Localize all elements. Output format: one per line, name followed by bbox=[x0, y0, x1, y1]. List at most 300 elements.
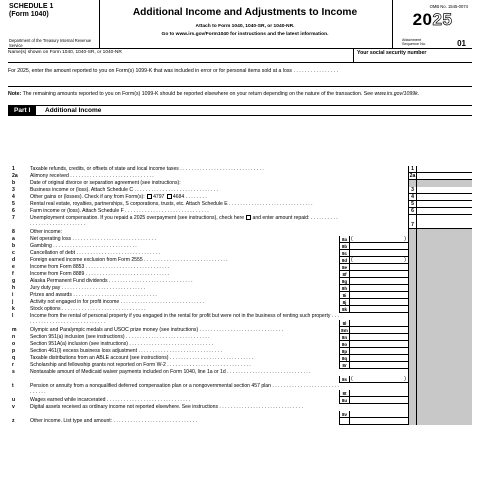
shaded-cell bbox=[408, 229, 416, 236]
leader-dots: . . . . . . . . . . . . . . . . . . . . . . . . . . . . . . bbox=[119, 299, 205, 305]
inner-box-label: 8d bbox=[339, 257, 349, 264]
line-description bbox=[30, 299, 330, 306]
shaded-cell bbox=[408, 313, 416, 327]
shaded-cell bbox=[408, 341, 416, 348]
line-description bbox=[30, 180, 330, 187]
shaded-cell bbox=[408, 362, 416, 369]
close-paren: ) bbox=[404, 376, 406, 382]
shaded-cell bbox=[408, 404, 416, 418]
shaded-cell bbox=[408, 180, 416, 187]
line-number: 3 bbox=[12, 187, 15, 193]
shaded-cell bbox=[408, 250, 416, 257]
inner-box-label: 8v bbox=[339, 411, 349, 418]
line-text: Section 951A(a) inclusion (see instructions) bbox=[30, 341, 128, 347]
shaded-cell bbox=[408, 243, 416, 250]
line-description bbox=[30, 292, 330, 299]
line-text: Alimony received bbox=[30, 173, 69, 179]
inner-amount-field[interactable] bbox=[349, 341, 408, 348]
line-number: t bbox=[12, 383, 14, 389]
line-row bbox=[8, 201, 472, 208]
line-description bbox=[30, 278, 330, 285]
line-text: Jury duty pay bbox=[30, 285, 61, 291]
inner-box-label: 8f bbox=[339, 271, 349, 278]
inner-box-label: 8l bbox=[339, 320, 349, 327]
leader-dots: . . . . . . . . . . . . . . . . . . . . . . . . . . . . . . bbox=[168, 355, 254, 361]
line-number: j bbox=[12, 299, 14, 305]
line-number: o bbox=[12, 341, 16, 347]
line-text: Pension or annuity from a nonqualified deferred compensation plan or a nongovernmental section 457 plan bbox=[30, 383, 271, 389]
line-text: Business income or (loss). Attach Schedule C bbox=[30, 187, 134, 193]
line-number: m bbox=[12, 327, 17, 333]
line-number: e bbox=[12, 264, 15, 270]
shaded-amount-cell bbox=[416, 236, 472, 243]
omb-number: OMB No. 1545-0074 bbox=[429, 4, 468, 9]
leader-dots: . . . . . . . . . . . . . . . . . . . . . . . . . . . . . . bbox=[71, 236, 156, 242]
shaded-amount-cell bbox=[416, 306, 472, 313]
inner-amount-field[interactable] bbox=[349, 299, 408, 306]
inner-box-label: 8a bbox=[339, 236, 349, 243]
notice-text: For 2025, enter the amount reported to you on Form(s) 1099-K that was included in error or for personal items sold at a loss bbox=[8, 68, 293, 74]
line-description bbox=[30, 257, 330, 264]
shaded-amount-cell bbox=[416, 257, 472, 264]
line-number: 1 bbox=[12, 166, 15, 172]
line-description bbox=[30, 313, 340, 325]
leader-dots: . . . . . . . . . . . . . . . . . . . . . . . . . . . . . . bbox=[60, 306, 146, 312]
line-amount-field[interactable] bbox=[416, 208, 472, 215]
name-row bbox=[8, 49, 472, 63]
inner-box-label: 8t bbox=[339, 390, 349, 397]
line-row bbox=[8, 355, 472, 362]
line-text: Alaska Permanent Fund dividends bbox=[30, 278, 108, 284]
line-description bbox=[30, 362, 330, 369]
leader-dots: . . . . . . . . . . . . . . . . . . . . . . . . . . . . . . bbox=[60, 285, 146, 291]
year-prefix: 20 bbox=[412, 10, 433, 29]
year-block bbox=[392, 0, 472, 49]
inner-amount-field[interactable] bbox=[349, 250, 408, 257]
form-4797-checkbox[interactable] bbox=[147, 194, 152, 199]
name-field-label[interactable]: Name(s) shown on Form 1040, 1040-SR, or 1040-NR bbox=[8, 50, 122, 55]
inner-amount-field[interactable] bbox=[349, 397, 408, 404]
line-amount-field[interactable] bbox=[416, 166, 472, 173]
line-description bbox=[30, 208, 330, 215]
line-amount-field[interactable] bbox=[416, 201, 472, 208]
shaded-cell bbox=[408, 299, 416, 306]
line-number: b bbox=[12, 180, 16, 186]
line-description bbox=[30, 383, 340, 395]
line-text: Wages earned while incarcerated bbox=[30, 397, 106, 403]
line-description bbox=[30, 173, 330, 180]
inner-amount-field[interactable] bbox=[349, 292, 408, 299]
line-row bbox=[8, 334, 472, 341]
shaded-cell bbox=[408, 306, 416, 313]
shaded-amount-cell bbox=[416, 250, 472, 257]
ssn-field-label[interactable]: Your social security number bbox=[353, 49, 426, 62]
form-4684-checkbox[interactable] bbox=[167, 194, 172, 199]
shaded-amount-cell bbox=[416, 299, 472, 306]
inner-amount-field[interactable] bbox=[349, 411, 408, 418]
close-paren: ) bbox=[404, 257, 406, 263]
leader-dots: . . . . . . . . . . . . . . . . . . . . . . . . . . . . . . bbox=[225, 369, 311, 375]
inner-box-label: 8q bbox=[339, 355, 349, 362]
shaded-amount-cell bbox=[416, 180, 472, 187]
shaded-amount-cell bbox=[416, 341, 472, 348]
line-text-2: and enter amount repaid: bbox=[252, 215, 310, 221]
line-text: Net operating loss bbox=[30, 236, 72, 242]
line-row bbox=[8, 215, 472, 229]
inner-box-label: 8b bbox=[339, 243, 349, 250]
line-row bbox=[8, 404, 472, 418]
inner-amount-field[interactable] bbox=[349, 236, 408, 243]
line-number: 4 bbox=[12, 194, 15, 200]
line-number: l bbox=[12, 313, 14, 319]
shaded-amount-cell bbox=[416, 285, 472, 292]
inner-box-label: 8o bbox=[339, 341, 349, 348]
line-description bbox=[30, 166, 330, 173]
shaded-cell bbox=[408, 418, 416, 425]
line-row bbox=[8, 285, 472, 292]
leader-dots: . . . . . . . . . . . . . . . . . . . . . . . . . . . . . . bbox=[137, 348, 222, 354]
income-lines bbox=[8, 166, 472, 425]
line-description bbox=[30, 250, 330, 257]
shaded-amount-cell bbox=[416, 327, 472, 334]
line-description bbox=[30, 243, 330, 250]
line-text: Section 461(l) excess business loss adjustment bbox=[30, 348, 138, 354]
line-number: g bbox=[12, 278, 16, 284]
leader-dots: . . . . . . . . . . . . . . . . . . . . . . . . . . . . . . bbox=[133, 187, 218, 193]
leader-dots: . . . . . . . . . . . . . . . . . . . . . . . . . . . . . . bbox=[107, 278, 193, 284]
leader-dots: . . . . . . . . . . . . . . . . . . . . . . . . . . . . . . bbox=[75, 250, 160, 256]
line-number: p bbox=[12, 348, 16, 354]
line-box-label: 2a bbox=[409, 173, 416, 179]
inner-amount-field[interactable] bbox=[349, 257, 408, 264]
line-row bbox=[8, 194, 472, 201]
leader-dots: . . . . . . . . . . . . . . . . . . . . . . . . . . . . . . bbox=[178, 166, 264, 172]
line-number: f bbox=[12, 271, 14, 277]
line-box-label: 6 bbox=[408, 208, 416, 215]
line-number: n bbox=[12, 334, 16, 340]
line-row bbox=[8, 264, 472, 271]
inner-amount-field[interactable] bbox=[349, 278, 408, 285]
shaded-amount-cell bbox=[416, 362, 472, 369]
line-number: v bbox=[12, 404, 15, 410]
inner-amount-field[interactable] bbox=[349, 348, 408, 355]
line-description bbox=[30, 194, 330, 201]
inner-amount-field[interactable] bbox=[349, 320, 408, 327]
line-description bbox=[30, 397, 330, 404]
part1-tag: Part I bbox=[8, 106, 36, 115]
line-amount-field[interactable] bbox=[416, 215, 472, 229]
line-number: k bbox=[12, 306, 15, 312]
line-text: Foreign earned income exclusion from Form 2555 bbox=[30, 257, 143, 263]
line-row bbox=[8, 418, 472, 425]
line-number: 2a bbox=[12, 173, 18, 179]
line-number: s bbox=[12, 369, 15, 375]
line-row bbox=[8, 362, 472, 369]
leader-dots: . . . . . . . . . . . . . . . . . . . . . . . . . . . . . . bbox=[30, 215, 338, 228]
line-row bbox=[8, 397, 472, 404]
inner-box-label: 8e bbox=[339, 264, 349, 271]
repaid-checkbox[interactable] bbox=[246, 215, 251, 220]
leader-dots: . . . . . . . . . . . . . . . . . . . . . . . . . . . . . . bbox=[105, 397, 191, 403]
line-row bbox=[8, 278, 472, 285]
shaded-cell bbox=[408, 327, 416, 334]
line-description bbox=[30, 264, 330, 271]
line-text: Taxable refunds, credits, or offsets of state and local income taxes bbox=[30, 166, 179, 172]
line-text: Activity not engaged in for profit income bbox=[30, 299, 120, 305]
schedule-label: SCHEDULE 1 bbox=[9, 3, 54, 10]
shaded-amount-cell bbox=[416, 383, 472, 397]
line-number: 6 bbox=[12, 208, 15, 214]
line-row bbox=[8, 173, 472, 180]
line-text: Rental real estate, royalties, partnerships, S corporations, trusts, etc. Attach Schedule E bbox=[30, 201, 228, 207]
leader-dots: . . . . . . . . . . . . . . . . . . . . . . . . . . . . . . bbox=[71, 292, 157, 298]
inner-box-label: 8m bbox=[339, 327, 349, 334]
leader-dots: . . . . . . . . . . . . . . . . . . . . . . . . . . . . . . bbox=[198, 327, 284, 333]
line-text: Date of original divorce or separation agreement (see instructions): bbox=[30, 180, 181, 186]
leader-dots: . . . . . . . . . . . . . . . . . . . . . . . . . . . . . . bbox=[84, 264, 170, 270]
line-row bbox=[8, 369, 472, 383]
inner-amount-field[interactable] bbox=[349, 306, 408, 313]
shaded-amount-cell bbox=[416, 278, 472, 285]
leader-dots: . . . . . . . . . . . . . . . . . . . . . . . . . . . . . . bbox=[227, 201, 313, 207]
note-block bbox=[8, 87, 472, 106]
inner-amount-field[interactable] bbox=[349, 285, 408, 292]
leader-dots: . . . . . . . . . . . . . . . . . . . . . . . . . . . . . . bbox=[123, 208, 209, 214]
leader-dots: . . . . . . . . . . . . . . . . . . . . . . . . . . . . . . bbox=[165, 362, 251, 368]
inner-amount-field[interactable] bbox=[349, 355, 408, 362]
line-number: h bbox=[12, 285, 16, 291]
line-row bbox=[8, 243, 472, 250]
line-row bbox=[8, 341, 472, 348]
close-paren: ) bbox=[404, 236, 406, 242]
line-row bbox=[8, 306, 472, 313]
line-row bbox=[8, 208, 472, 215]
line-description bbox=[30, 306, 330, 313]
leader-dots: . . . . . . . . . . . . . . . . . . . . . . . . . . . . . . bbox=[218, 404, 303, 410]
line-number: q bbox=[12, 355, 16, 361]
line-number: d bbox=[12, 257, 16, 263]
line-description bbox=[30, 236, 330, 243]
shaded-cell bbox=[408, 292, 416, 299]
line-amount-field[interactable] bbox=[416, 173, 472, 180]
line-row bbox=[8, 348, 472, 355]
line-row bbox=[8, 187, 472, 194]
line-text: Farm income or (loss). Attach Schedule F bbox=[30, 208, 124, 214]
leader-dots: . . . . . . . . . . . . . . . . . . . . . . . . . . . . . . bbox=[112, 418, 198, 424]
leader-dots: . . . . . . . . . . . . . . . . . . . . . . . . . . . . . . bbox=[124, 334, 210, 340]
line-text: Income from the rental of personal property if you engaged in the rental for profit but were not in the business of renting such property bbox=[30, 313, 331, 319]
line-text: Nontaxable amount of Medicaid waiver payments included on Form 1040, line 1a or 1d bbox=[30, 369, 226, 375]
shaded-cell bbox=[408, 271, 416, 278]
line-description bbox=[30, 271, 330, 278]
inner-box-label: 8i bbox=[339, 292, 349, 299]
note-label: Note: bbox=[8, 91, 22, 97]
line-number: i bbox=[12, 292, 14, 298]
inner-box-label: 8r bbox=[339, 362, 349, 369]
inner-amount-field[interactable] bbox=[349, 264, 408, 271]
shaded-amount-cell bbox=[416, 397, 472, 404]
shaded-amount-cell bbox=[416, 229, 472, 236]
inner-box-label bbox=[339, 418, 349, 425]
inner-box-label: 8u bbox=[339, 397, 349, 404]
shaded-amount-cell bbox=[416, 404, 472, 418]
line-text: Section 951(a) inclusion (see instructions) bbox=[30, 334, 125, 340]
year-suffix: 25 bbox=[432, 10, 453, 29]
inner-box-label: 8c bbox=[339, 250, 349, 257]
inner-amount-field[interactable] bbox=[349, 243, 408, 250]
shaded-cell bbox=[408, 278, 416, 285]
inner-amount-field[interactable] bbox=[349, 334, 408, 341]
form-number: (Form 1040) bbox=[9, 11, 49, 18]
inner-box-label: 8k bbox=[339, 306, 349, 313]
attach-instruction: Attach to Form 1040, 1040-SR, or 1040-NR. bbox=[195, 24, 295, 29]
open-paren: ( bbox=[351, 236, 353, 242]
part1-header bbox=[8, 106, 472, 116]
line-row bbox=[8, 166, 472, 173]
line-text: Other income. List type and amount: bbox=[30, 418, 113, 424]
inner-amount-field[interactable] bbox=[349, 271, 408, 278]
checkbox-label: 4684 bbox=[172, 194, 185, 200]
line-text: Olympic and Paralympic medals and USOC prize money (see instructions) bbox=[30, 327, 199, 333]
line-box-label: 5 bbox=[408, 201, 416, 208]
line-description bbox=[30, 215, 340, 227]
line-number: c bbox=[12, 250, 15, 256]
line-number: 5 bbox=[12, 201, 15, 207]
shaded-cell bbox=[408, 383, 416, 397]
line-row bbox=[8, 229, 472, 236]
line-row bbox=[8, 271, 472, 278]
line-box-label: 4 bbox=[408, 194, 416, 201]
shaded-cell bbox=[408, 397, 416, 404]
shaded-amount-cell bbox=[416, 348, 472, 355]
leader-dots: . . . . . . . . . . . . . . . . . . . . . . . . . . . . . . bbox=[30, 383, 339, 396]
shaded-amount-cell bbox=[416, 334, 472, 341]
inner-amount-field[interactable] bbox=[349, 376, 408, 383]
note-link[interactable]: www.irs.gov/1099k. bbox=[374, 91, 420, 97]
leader-dots: . . . . . . . . . . . . . . . . . . . . . . . . . . . . . . bbox=[142, 257, 228, 263]
form-1099k-notice bbox=[8, 63, 472, 87]
leader-dots: . . . . . . . . . . . . . . . . . . . . . . . . . . . . . . bbox=[127, 341, 213, 347]
line-description bbox=[30, 229, 330, 236]
shaded-amount-cell bbox=[416, 313, 472, 327]
line-text: Digital assets received as ordinary income not reported elsewhere. See instructions bbox=[30, 404, 218, 410]
line-text: Stock options bbox=[30, 306, 61, 312]
line-row bbox=[8, 299, 472, 306]
inner-amount-field[interactable] bbox=[349, 362, 408, 369]
checkbox-label: 4797 bbox=[153, 194, 165, 200]
line-text: Other income: bbox=[30, 229, 62, 235]
shaded-cell bbox=[408, 236, 416, 243]
attachment-label: Attachment Sequence No. bbox=[402, 38, 427, 47]
leader-dots: . . . . . . . . . . . . . . . . . . . . . . . . . . . . . . bbox=[68, 173, 154, 179]
line-text: Income from Form 8853 bbox=[30, 264, 85, 270]
shaded-cell bbox=[408, 257, 416, 264]
line-description bbox=[30, 348, 330, 355]
notice-dots: . . . . . . . . . . . . . . . . bbox=[292, 68, 339, 74]
inner-box-label: 8n bbox=[339, 334, 349, 341]
shaded-cell bbox=[408, 334, 416, 341]
inner-box-label: 8s bbox=[339, 376, 349, 383]
line-description bbox=[30, 418, 330, 425]
line-text: Other gains or (losses). Check if any from Form(s): bbox=[30, 194, 145, 200]
shaded-amount-cell bbox=[416, 369, 472, 383]
note-text: The remaining amounts reported to you on Form(s) 1099-K should be reported elsewhere on your return depending on the nature of the transaction. See bbox=[22, 91, 373, 97]
line-amount-field[interactable] bbox=[416, 187, 472, 194]
line-number: 7 bbox=[12, 215, 15, 221]
tax-year bbox=[393, 10, 472, 30]
shaded-amount-cell bbox=[416, 243, 472, 250]
line-amount-field[interactable] bbox=[416, 194, 472, 201]
inner-amount-field[interactable] bbox=[349, 418, 408, 425]
title-block bbox=[100, 0, 390, 49]
line-description bbox=[30, 355, 330, 362]
line-box-label: 7 bbox=[408, 215, 416, 229]
inner-box-label: 8j bbox=[339, 299, 349, 306]
line-description bbox=[30, 187, 330, 194]
department-label: Department of the Treasury Internal Revenue Service bbox=[9, 38, 92, 48]
line-description bbox=[30, 327, 330, 334]
line-number: z bbox=[12, 418, 15, 424]
line-text: Gambling bbox=[30, 243, 52, 249]
line-description bbox=[30, 404, 340, 410]
line-text: Taxable distributions from an ABLE account (see instructions) bbox=[30, 355, 169, 361]
shaded-cell bbox=[408, 264, 416, 271]
leader-dots: . . . . . . . . . . . . . . . . . . . . . . . . . . . . . . bbox=[51, 243, 137, 249]
form-header bbox=[8, 0, 472, 49]
line-description bbox=[30, 285, 330, 292]
line-number: u bbox=[12, 397, 16, 403]
line-number: a bbox=[12, 236, 15, 242]
shaded-amount-cell bbox=[416, 418, 472, 425]
line-row bbox=[8, 383, 472, 397]
inner-box-label: 8h bbox=[339, 285, 349, 292]
form-title: Additional Income and Adjustments to Income bbox=[132, 7, 358, 18]
line-text: Prizes and awards bbox=[30, 292, 72, 298]
goto-instruction: Go to www.irs.gov/Form1040 for instructions and the latest information. bbox=[161, 32, 329, 37]
inner-box-label: 8p bbox=[339, 348, 349, 355]
line-description bbox=[30, 334, 330, 341]
leader-dots: . . . . . . . . . . . . . . . . . . . . . . . . . . . . . . bbox=[30, 313, 339, 326]
line-row bbox=[8, 313, 472, 327]
shaded-cell bbox=[408, 355, 416, 362]
line-description bbox=[30, 369, 340, 375]
line-text: Cancellation of debt bbox=[30, 250, 76, 256]
open-paren: ( bbox=[351, 376, 353, 382]
line-text: Scholarship and fellowship grants not reported on Form W-2 bbox=[30, 362, 166, 368]
part1-title: Additional Income bbox=[45, 107, 102, 114]
leader-dots: . . . . . . . . bbox=[184, 194, 207, 200]
leader-dots: . . . . . . . . . . . . . . . . . . . . . . . . . . . . . . bbox=[84, 271, 170, 277]
shaded-amount-cell bbox=[416, 264, 472, 271]
line-box-label: 3 bbox=[408, 187, 416, 194]
line-description bbox=[30, 341, 330, 348]
open-paren: ( bbox=[351, 257, 353, 263]
line-box-label: 1 bbox=[408, 166, 416, 173]
line-row bbox=[8, 327, 472, 334]
shaded-amount-cell bbox=[416, 271, 472, 278]
form-id-block bbox=[8, 0, 100, 49]
shaded-cell bbox=[408, 348, 416, 355]
line-row bbox=[8, 257, 472, 264]
shaded-cell bbox=[408, 285, 416, 292]
inner-amount-field[interactable] bbox=[349, 327, 408, 334]
line-description bbox=[30, 201, 330, 208]
shaded-amount-cell bbox=[416, 292, 472, 299]
line-row bbox=[8, 292, 472, 299]
line-row bbox=[8, 236, 472, 243]
sequence-number: 01 bbox=[457, 39, 466, 48]
inner-amount-field[interactable] bbox=[349, 390, 408, 397]
